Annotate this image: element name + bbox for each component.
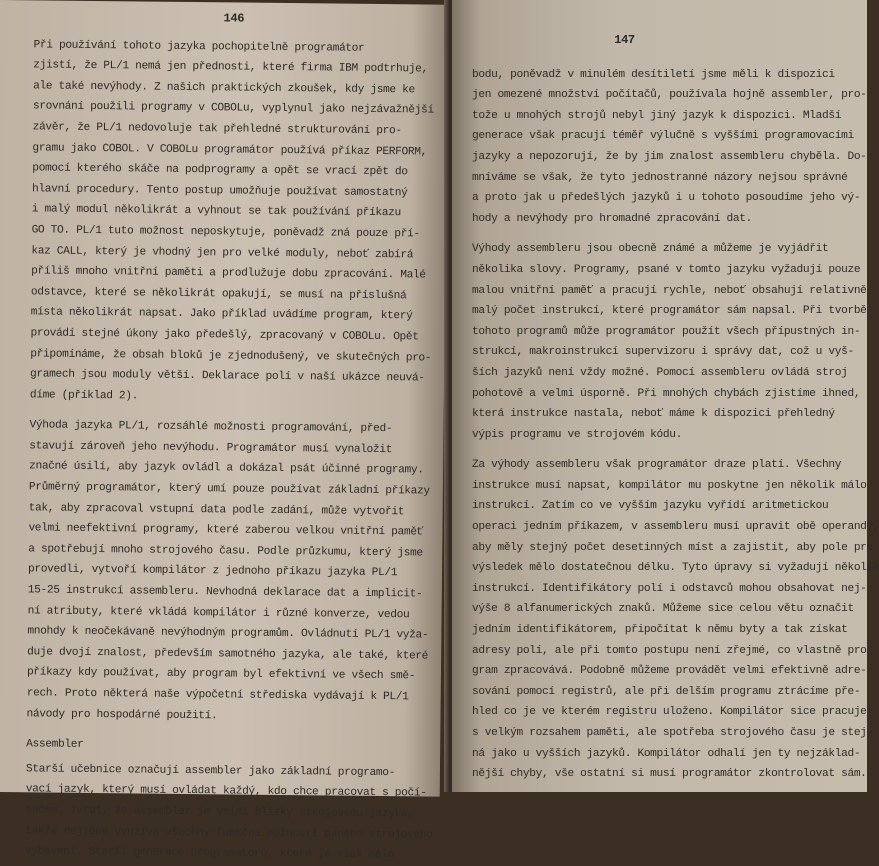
text-line: malou vnitřní paměť a pracují rychle, neboť obsahují relativně — [472, 284, 867, 297]
text-line: výše 8 alfanumerických znaků. Můžeme sice celou větu označit — [472, 603, 854, 616]
text-line: takže nejlépe využívá všechny funkční možnosti daného strojového — [25, 824, 433, 842]
paragraph — [472, 65, 867, 230]
text-line: a spotřebují mnoho strojového času. Podle průzkumu, který jsme — [28, 543, 423, 560]
text-line: která instrukce nastala, neboť máme k dispozici přehledný — [472, 408, 835, 421]
text-line: generace však pracují téměř výlučně s vyššími programovacími — [472, 130, 854, 143]
text-line: adresy polí, ale při tomto postupu není zřejmé, co vlastně pro- — [472, 644, 873, 657]
text-line: hled co je ve kterém registru uloženo. Kompilátor sice pracuje — [472, 706, 867, 719]
text-line: příliš mnoho vnitřní paměti a prodlužuje dobu zpracování. Malé — [31, 265, 426, 282]
text-line: jedním identifikátorem, připočítat k němu byty a tak získat — [472, 624, 848, 637]
text-line: tačem. Tvrdí, že assembler je velmi blízký strojovému jazyku, — [25, 804, 414, 821]
text-line: strukcí, makroinstrukcí supervizoru i správy dat, což u vyš- — [472, 346, 854, 359]
text-line: vybavení. Starší generace programátorů, které je však málo — [25, 845, 395, 862]
text-line: jazyky a nepozorují, že by jim znalost assembleru chyběla. Do- — [472, 150, 867, 163]
paragraph — [25, 759, 433, 866]
text-line: hody a nevýhody pro hromadné zpracování dat. — [472, 212, 752, 225]
text-line: kaz CALL, který je vhodný jen pro velké moduly, neboť zabírá — [31, 244, 414, 261]
text-line: vací jazyk, který musí ovládat každý, kdo chce pracovat s počí- — [25, 783, 427, 800]
text-line: 15-25 instrukcí assembleru. Nevhodná deklarace dat a implicit- — [27, 584, 423, 601]
text-line: gram zpracovává. Podobně můžeme provádět velmi efektivně adre- — [472, 665, 867, 678]
text-line: tak, aby zpracoval vstupní data podle zadání, může vytvořit — [28, 501, 405, 518]
text-line: pohotově a velmi úsporně. Při mnohých chybách zjistíme ihned, — [472, 387, 861, 400]
text-line: Průměrný programátor, který umí pouze používat základní příkazy — [28, 481, 430, 498]
right-page — [452, 0, 879, 792]
text-line: Při používání tohoto jazyka pochopitelně programátor — [33, 38, 365, 55]
text-line: závěr, že PL/1 nedovoluje tak přehledné strukturování pro- — [32, 121, 402, 138]
text-line: s velkým rozsahem paměti, ale spotřeba strojového času je stej- — [472, 727, 873, 739]
text-line: ná jako u vyšších jazyků. Kompilátor odhalí jen ty nejzáklad- — [472, 747, 861, 760]
text-line: velmi neefektivní programy, které zaberou velkou vnitřní paměť — [28, 522, 424, 539]
text-line: a proto jak u předešlých jazyků i u tohoto posoudíme jeho vý- — [472, 192, 861, 205]
text-line: návody pro hospodárné použití. — [26, 707, 218, 722]
text-line: značné úsilí, aby jazyk ovládl a dokázal psát účinné programy. — [29, 460, 424, 477]
text-line: instrukce musí napsat, kompilátor mu poskytne jen několik málo — [472, 479, 867, 492]
paragraph — [30, 35, 434, 410]
text-line: výsledek mělo dostatečnou délku. Tyto úpravy si vyžadují několik — [472, 562, 879, 575]
text-line: Starší učebnice označují assembler jako základní programo- — [25, 763, 396, 779]
page-number-right: 147 — [614, 33, 635, 47]
text-line: ní atributy, které vkládá kompilátor i různé konverze, vedou — [27, 604, 410, 621]
text-line: srovnání použili programy v COBOLu, vyplynul jako nejzávažnější — [32, 100, 434, 117]
text-line: Výhoda jazyka PL/1, rozsáhlé možnosti programování, před- — [29, 419, 393, 436]
text-line: i malý modul několikrát a vyhnout se tak používání příkazu — [31, 203, 401, 220]
text-line: operaci jedním příkazem, v assembleru musí upravit obě operandy, — [472, 521, 879, 534]
text-line: provedli, vytvoří kompilátor z jednoho příkazu jazyka PL/1 — [27, 563, 398, 580]
text-line: aby měly stejný počet desetinných míst a zajistit, aby pole pro — [472, 541, 873, 554]
text-line: odstavce, které se několikrát opakují, se musí na příslušná — [30, 286, 407, 302]
page-number-left: 146 — [223, 11, 245, 26]
text-line: instrukcí. Zatím co ve vyšším jazyku vyřídí aritmetickou — [472, 500, 829, 513]
text-line: instrukcí. Identifikátory polí i odstavců mohou obsahovat nej- — [472, 582, 867, 595]
text-line: duje dvojí znalost, především samotného jazyka, ale také, které — [27, 646, 429, 663]
text-line: Výhody assembleru jsou obecně známé a můžeme je vyjádřit — [472, 243, 829, 256]
text-line: díme (příklad 2). — [29, 389, 139, 403]
text-line: Za výhody assembleru však programátor draze platí. Všechny — [472, 459, 842, 472]
text-line: místa několikrát napsat. Jako příklad uvádíme program, který — [30, 306, 413, 323]
paragraph — [472, 455, 879, 785]
text-line: hlavní procedury. Tento postup umožňuje používat samostatný — [31, 183, 408, 200]
text-line: ších jazyků není vždy možné. Pomocí assembleru ovládá stroj — [472, 366, 848, 379]
text-line: mníváme se však, že tyto jednostranné názory nejsou správné — [472, 171, 848, 184]
text-line: sování pomocí registrů, ale při delším programu ztrácíme pře- — [472, 685, 861, 698]
text-line: GO TO. PL/1 tuto možnost neposkytuje, poněvadž zná pouze pří- — [31, 224, 420, 241]
section-heading: Assembler — [26, 738, 84, 752]
text-line: připomínáme, že obsah bloků je zjednodušený, ve skutečných pro- — [30, 347, 432, 365]
text-line: rech. Proto některá naše výpočetní střediska vydávají k PL/1 — [26, 687, 409, 704]
text-line: výpis programu ve strojovém kódu. — [472, 428, 682, 441]
text-line: zjistí, že PL/1 nemá jen přednosti, které firma IBM podtrhuje, — [33, 59, 428, 76]
text-line: nější chyby, vše ostatní si musí programátor zkontrolovat sám. — [472, 768, 867, 781]
text-line: provádí stejné úkony jako předešlý, zpracovaný v COBOLu. Opět — [30, 327, 419, 344]
text-line: tože u mnohých strojů nebyl jiný jazyk k dispozici. Mladší — [472, 109, 842, 122]
paragraph — [26, 416, 429, 729]
text-line: gramech jsou moduly větší. Deklarace polí v naší ukázce neuvá- — [30, 368, 425, 385]
text-line: tohoto programů může programátor použít všech přípustných in- — [472, 325, 861, 338]
text-line: bodu, poněvadž v minulém desítiletí jsme měli k dispozici — [472, 68, 835, 81]
text-line: několika slovy. Programy, psané v tomto jazyku vyžadují pouze — [472, 263, 861, 276]
text-line: jen omezené množství počítačů, používala hojně assembler, pro- — [472, 89, 867, 102]
text-line: malý počet instrukcí, které programátor sám napsal. Při tvorbě — [472, 305, 867, 318]
text-line: mnohdy k neočekávaně nevýhodným programům. Ovládnutí PL/1 vyža- — [27, 625, 429, 642]
paragraph — [472, 239, 867, 445]
text-line: ale také nevýhody. Z našich praktických zkoušek, kdy jsme ke — [33, 80, 415, 97]
text-line: pomocí kterého skáče na podprogramy a opět se vrací zpět do — [32, 162, 408, 179]
text-line: gramu jako COBOL. V COBOLu programátor používá příkaz PERFORM, — [32, 141, 428, 159]
text-line: příkazy kdy používat, aby program byl efektivní ve všech smě- — [26, 666, 416, 683]
text-line: stavují zároveň jeho nevýhodu. Programátor musí vynaložit — [29, 440, 393, 457]
